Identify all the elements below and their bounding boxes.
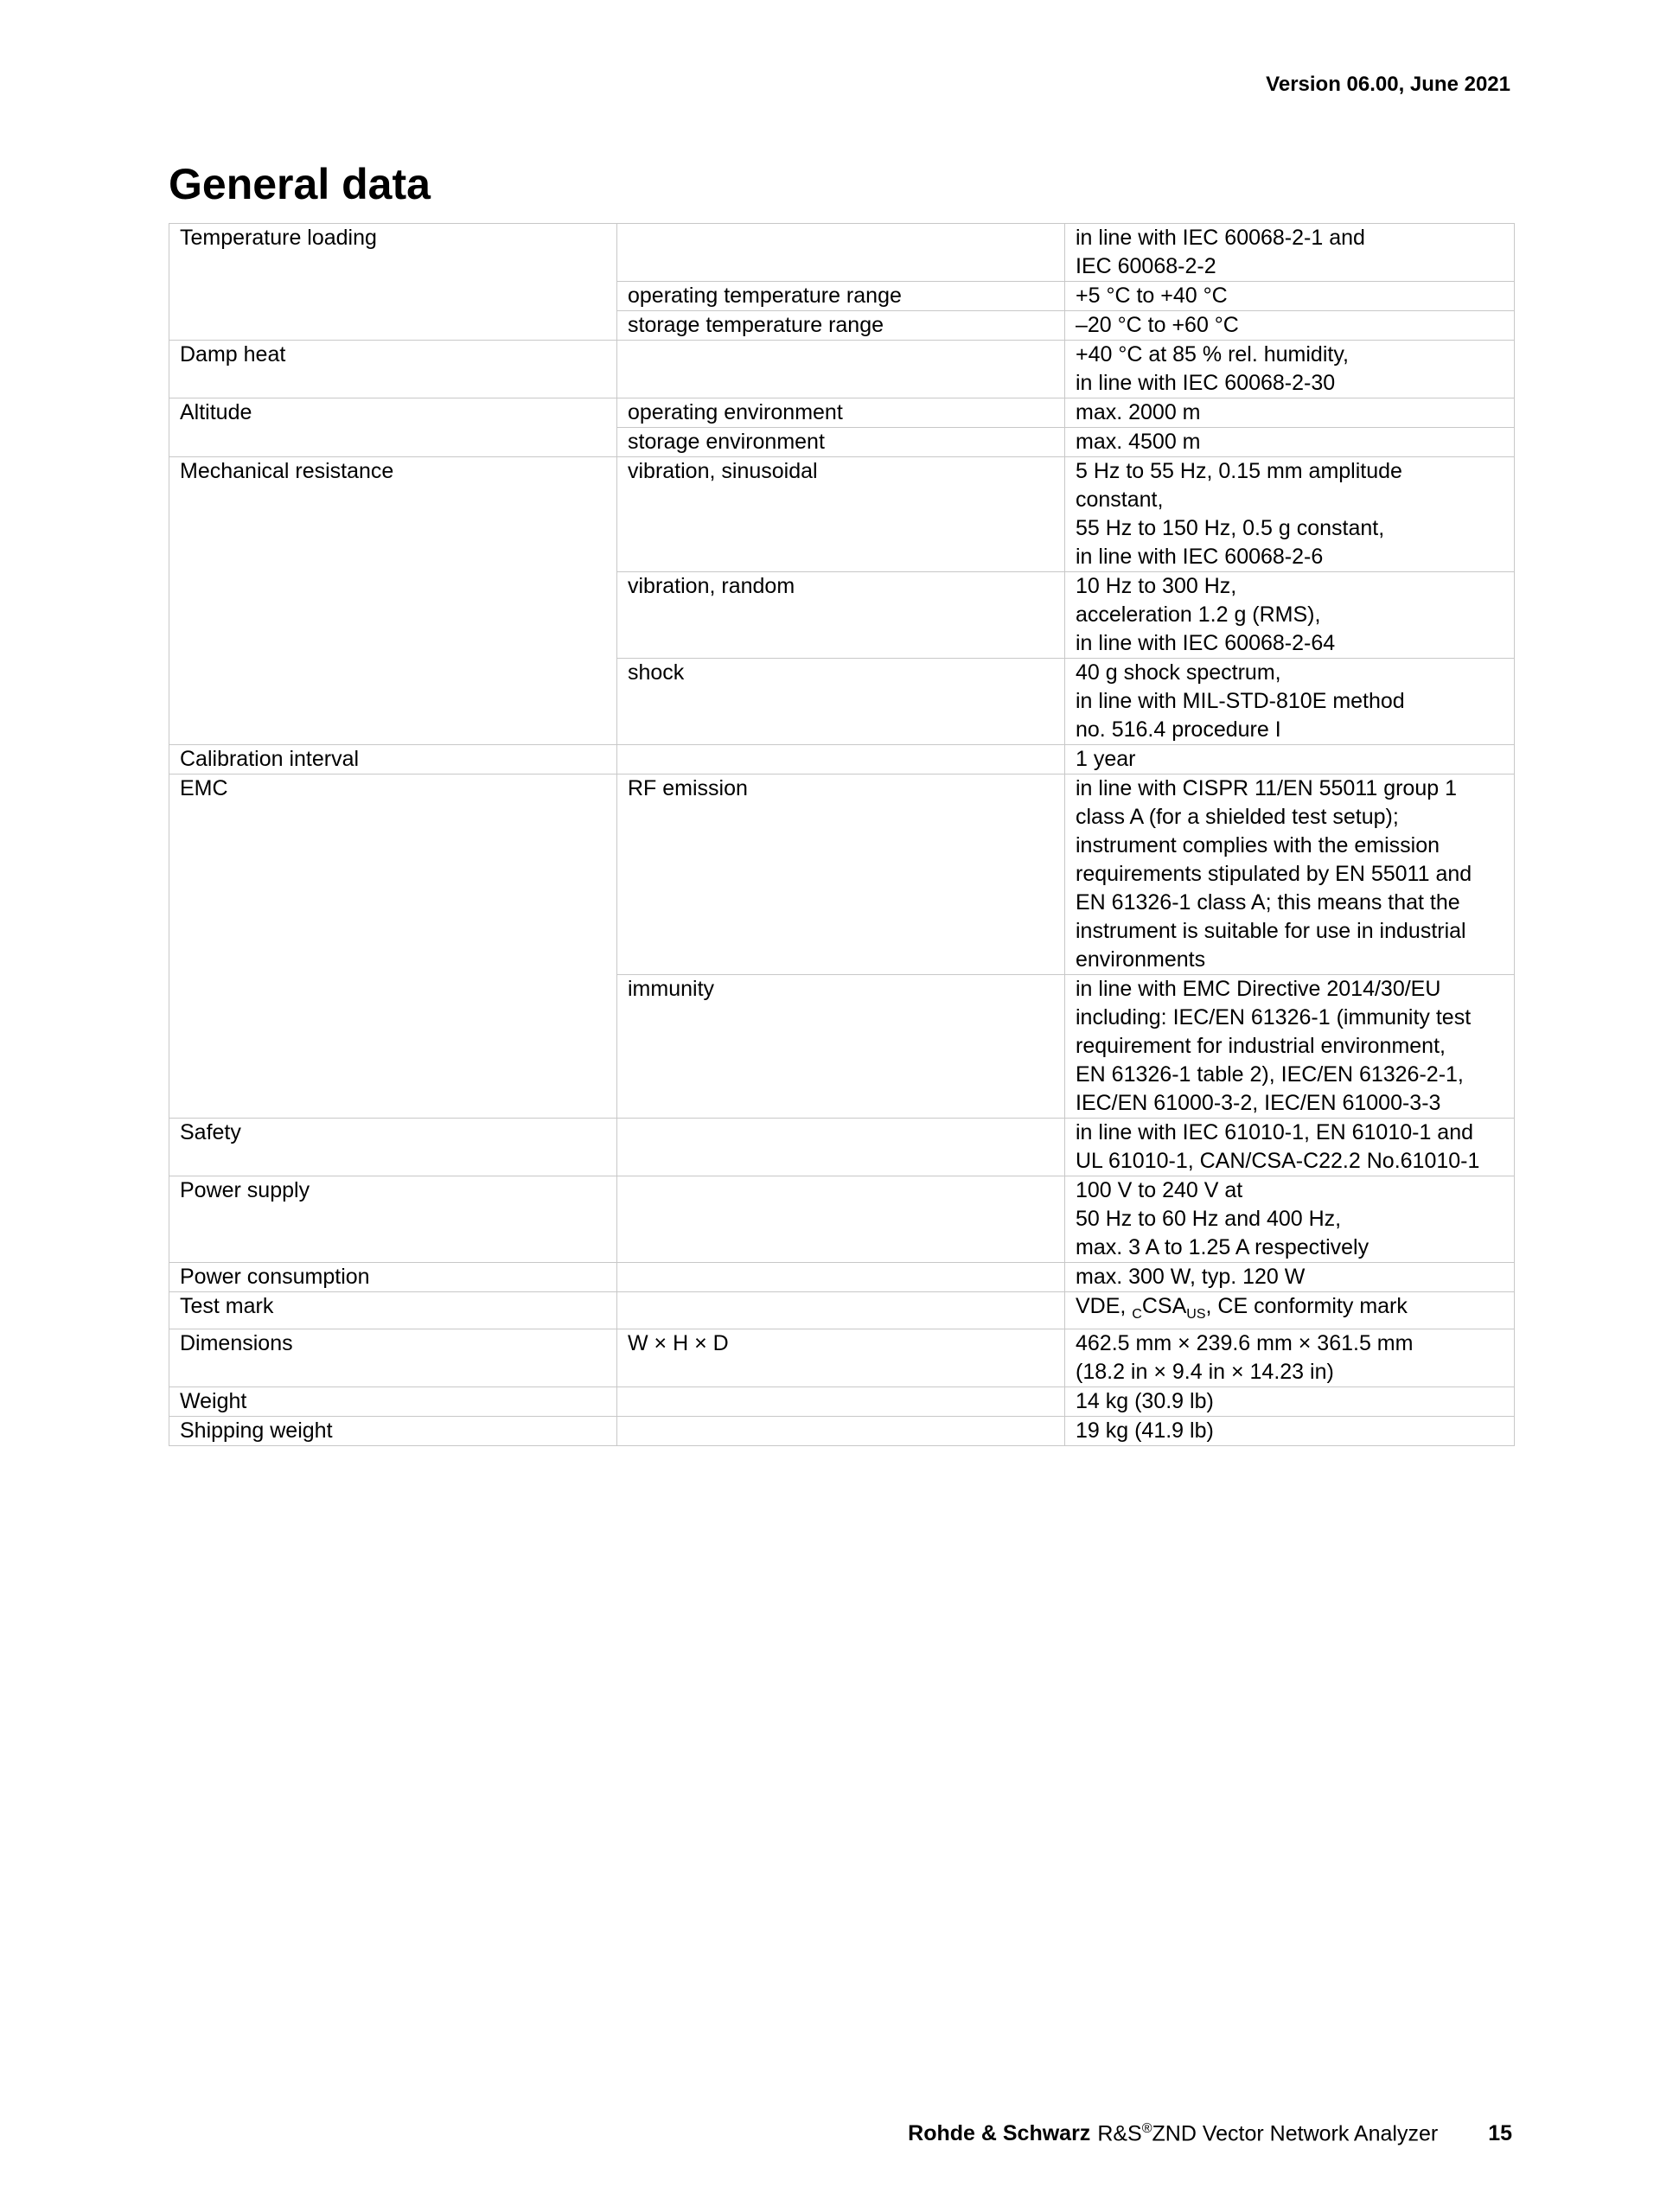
- value-cell: 40 g shock spectrum, in line with MIL-STD-810E method no. 516.4 procedure I: [1065, 659, 1515, 745]
- value-cell: 5 Hz to 55 Hz, 0.15 mm amplitude constant, 55 Hz to 150 Hz, 0.5 g constant, in line with IEC 60068-2-6: [1065, 457, 1515, 572]
- param-cell: Calibration interval: [169, 745, 617, 775]
- table-row: [169, 1119, 1515, 1176]
- condition-cell: vibration, sinusoidal: [617, 457, 1065, 572]
- param-cell: [169, 659, 617, 745]
- table-row: [169, 398, 1515, 428]
- condition-cell: operating temperature range: [617, 282, 1065, 311]
- param-cell: Altitude: [169, 398, 617, 428]
- page-title: General data: [169, 160, 431, 208]
- table-row: [169, 572, 1515, 659]
- condition-cell: [617, 341, 1065, 398]
- condition-cell: [617, 1119, 1065, 1176]
- param-cell: Temperature loading: [169, 224, 617, 282]
- footer-brand: Rohde & Schwarz: [908, 2121, 1091, 2145]
- condition-cell: [617, 1417, 1065, 1446]
- test-mark-csa: CSA: [1141, 1294, 1187, 1318]
- param-cell: Power supply: [169, 1176, 617, 1263]
- condition-cell: RF emission: [617, 775, 1065, 975]
- value-cell: –20 °C to +60 °C: [1065, 311, 1515, 341]
- footer-product-name: ZND Vector Network Analyzer: [1152, 2121, 1439, 2146]
- value-cell: in line with CISPR 11/EN 55011 group 1 class A (for a shielded test setup); instrument complies with the emission requirements stipulated by EN 55011 and EN 61326-1 class A; this means that the instrument is suitable for use in industrial environments: [1065, 775, 1515, 975]
- value-cell: 19 kg (41.9 lb): [1065, 1417, 1515, 1446]
- test-mark-value: [1065, 1292, 1515, 1329]
- table-row: [169, 1387, 1515, 1417]
- param-cell: [169, 572, 617, 659]
- condition-cell: vibration, random: [617, 572, 1065, 659]
- table-row: [169, 975, 1515, 1119]
- value-cell: in line with EMC Directive 2014/30/EU including: IEC/EN 61326-1 (immunity test requirement for industrial environment, EN 61326-1 table 2), IEC/EN 61326-2-1, IEC/EN 61000-3-2, IEC/EN 61000-3-3: [1065, 975, 1515, 1119]
- value-cell: in line with IEC 60068-2-1 and IEC 60068-2-2: [1065, 224, 1515, 282]
- condition-cell: [617, 1263, 1065, 1292]
- param-cell: [169, 282, 617, 311]
- page-footer: [908, 2121, 1512, 2146]
- condition-cell: [617, 224, 1065, 282]
- value-cell: +40 °C at 85 % rel. humidity, in line with IEC 60068-2-30: [1065, 341, 1515, 398]
- footer-product: [1097, 2121, 1438, 2146]
- table-row: [169, 1417, 1515, 1446]
- table-row: [169, 745, 1515, 775]
- table-row: [169, 1292, 1515, 1329]
- condition-cell: storage temperature range: [617, 311, 1065, 341]
- param-cell: EMC: [169, 775, 617, 975]
- value-cell: max. 300 W, typ. 120 W: [1065, 1263, 1515, 1292]
- param-cell: [169, 311, 617, 341]
- condition-cell: [617, 1176, 1065, 1263]
- value-cell: max. 4500 m: [1065, 428, 1515, 457]
- param-cell: Dimensions: [169, 1329, 617, 1387]
- param-cell: [169, 975, 617, 1119]
- page-number: 15: [1488, 2121, 1512, 2145]
- param-cell: Weight: [169, 1387, 617, 1417]
- condition-cell: storage environment: [617, 428, 1065, 457]
- table-row: [169, 341, 1515, 398]
- condition-cell: W × H × D: [617, 1329, 1065, 1387]
- table-row: [169, 224, 1515, 282]
- param-cell: Damp heat: [169, 341, 617, 398]
- value-cell: 100 V to 240 V at 50 Hz to 60 Hz and 400 Hz, max. 3 A to 1.25 A respectively: [1065, 1176, 1515, 1263]
- value-cell: 10 Hz to 300 Hz, acceleration 1.2 g (RMS), in line with IEC 60068-2-64: [1065, 572, 1515, 659]
- table-row: [169, 1263, 1515, 1292]
- table-row: [169, 1176, 1515, 1263]
- condition-cell: [617, 1292, 1065, 1329]
- condition-cell: [617, 745, 1065, 775]
- value-cell: 462.5 mm × 239.6 mm × 361.5 mm (18.2 in × 9.4 in × 14.23 in): [1065, 1329, 1515, 1387]
- param-cell: [169, 428, 617, 457]
- table-row: [169, 775, 1515, 975]
- general-data-table: [169, 223, 1515, 1446]
- test-mark-suffix: , CE conformity mark: [1205, 1294, 1408, 1318]
- condition-cell: [617, 1387, 1065, 1417]
- test-mark-c: C: [1132, 1307, 1142, 1322]
- table-row: [169, 457, 1515, 572]
- param-cell: Power consumption: [169, 1263, 617, 1292]
- test-mark-us: US: [1186, 1307, 1206, 1322]
- condition-cell: shock: [617, 659, 1065, 745]
- value-cell: in line with IEC 61010-1, EN 61010-1 and UL 61010-1, CAN/CSA-C22.2 No.61010-1: [1065, 1119, 1515, 1176]
- version-label: Version 06.00, June 2021: [1266, 73, 1510, 96]
- param-cell: Mechanical resistance: [169, 457, 617, 572]
- param-cell: Test mark: [169, 1292, 617, 1329]
- param-cell: Safety: [169, 1119, 617, 1176]
- condition-cell: operating environment: [617, 398, 1065, 428]
- value-cell: 1 year: [1065, 745, 1515, 775]
- footer-product-prefix: R&S: [1097, 2121, 1142, 2146]
- table-row: [169, 428, 1515, 457]
- table-row: [169, 282, 1515, 311]
- table-row: [169, 1329, 1515, 1387]
- footer-registered: ®: [1141, 2121, 1152, 2136]
- table-row: [169, 659, 1515, 745]
- value-cell: 14 kg (30.9 lb): [1065, 1387, 1515, 1417]
- value-cell: max. 2000 m: [1065, 398, 1515, 428]
- test-mark-prefix: VDE,: [1076, 1294, 1133, 1318]
- param-cell: Shipping weight: [169, 1417, 617, 1446]
- table-row: [169, 311, 1515, 341]
- condition-cell: immunity: [617, 975, 1065, 1119]
- value-cell: +5 °C to +40 °C: [1065, 282, 1515, 311]
